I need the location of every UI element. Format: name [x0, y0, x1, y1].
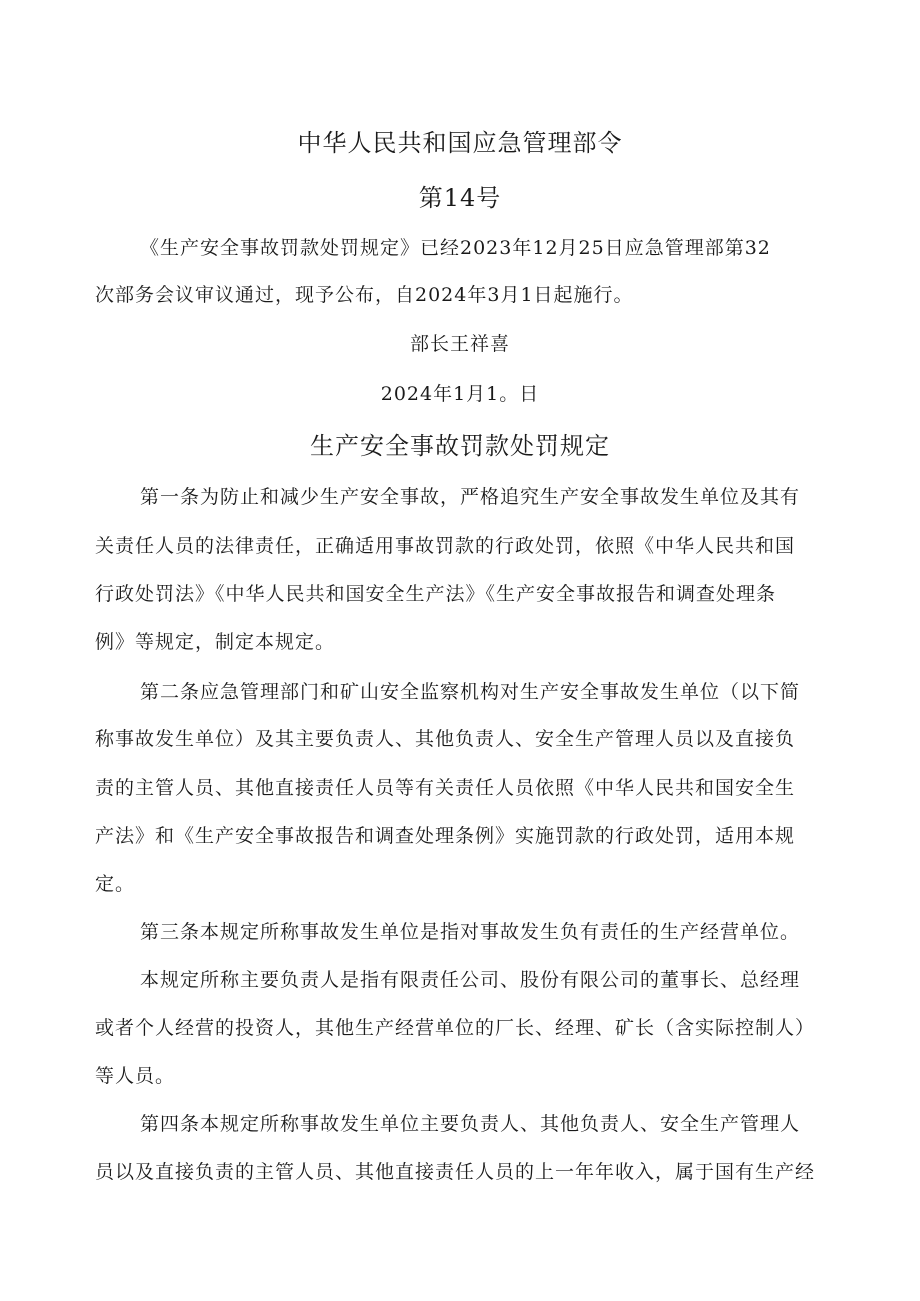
- order-number: 第14号: [418, 184, 502, 212]
- announcement-line: 次部务会议审议通过，现予公布，自2024年3月1日起施行。: [95, 284, 634, 306]
- regulation-title: 生产安全事故罚款处罚规定: [310, 432, 610, 460]
- article-line: 第二条应急管理部门和矿山安全监察机构对生产安全事故发生单位（以下简: [140, 681, 801, 703]
- article-line: 第一条为防止和减少生产安全事故，严格追究生产安全事故发生单位及其有: [140, 486, 801, 508]
- article-line: 称事故发生单位）及其主要负责人、其他负责人、安全生产管理人员以及直接负: [95, 728, 796, 750]
- article-line: 产法》和《生产安全事故报告和调查处理条例》实施罚款的行政处罚，适用本规: [95, 825, 796, 847]
- article-line: 第四条本规定所称事故发生单位主要负责人、其他负责人、安全生产管理人: [140, 1113, 801, 1135]
- article-line: 定。: [95, 873, 136, 895]
- article-line: 等人员。: [95, 1065, 176, 1087]
- article-line: 或者个人经营的投资人，其他生产经营单位的厂长、经理、矿长（含实际控制人）: [95, 1017, 816, 1039]
- article-line: 第三条本规定所称事故发生单位是指对事故发生负有责任的生产经营单位。: [140, 921, 801, 943]
- announcement-line: 《生产安全事故罚款处罚规定》已经2023年12月25日应急管理部第32: [140, 237, 771, 259]
- signatory: 部长王祥喜: [409, 333, 510, 355]
- issue-date: 2024年1月1。日: [380, 383, 540, 405]
- article-line: 行政处罚法》《中华人民共和国安全生产法》《生产安全事故报告和调查处理条: [95, 583, 777, 605]
- order-title: 中华人民共和国应急管理部令: [297, 129, 623, 157]
- article-line: 例》等规定，制定本规定。: [95, 631, 336, 653]
- article-line: 员以及直接负责的主管人员、其他直接责任人员的上一年年收入，属于国有生产经: [95, 1161, 816, 1183]
- article-line: 责的主管人员、其他直接责任人员等有关责任人员依照《中华人民共和国安全生: [95, 777, 796, 799]
- article-line: 关责任人员的法律责任，正确适用事故罚款的行政处罚，依照《中华人民共和国: [95, 535, 796, 557]
- article-line: 本规定所称主要负责人是指有限责任公司、股份有限公司的董事长、总经理: [140, 969, 801, 991]
